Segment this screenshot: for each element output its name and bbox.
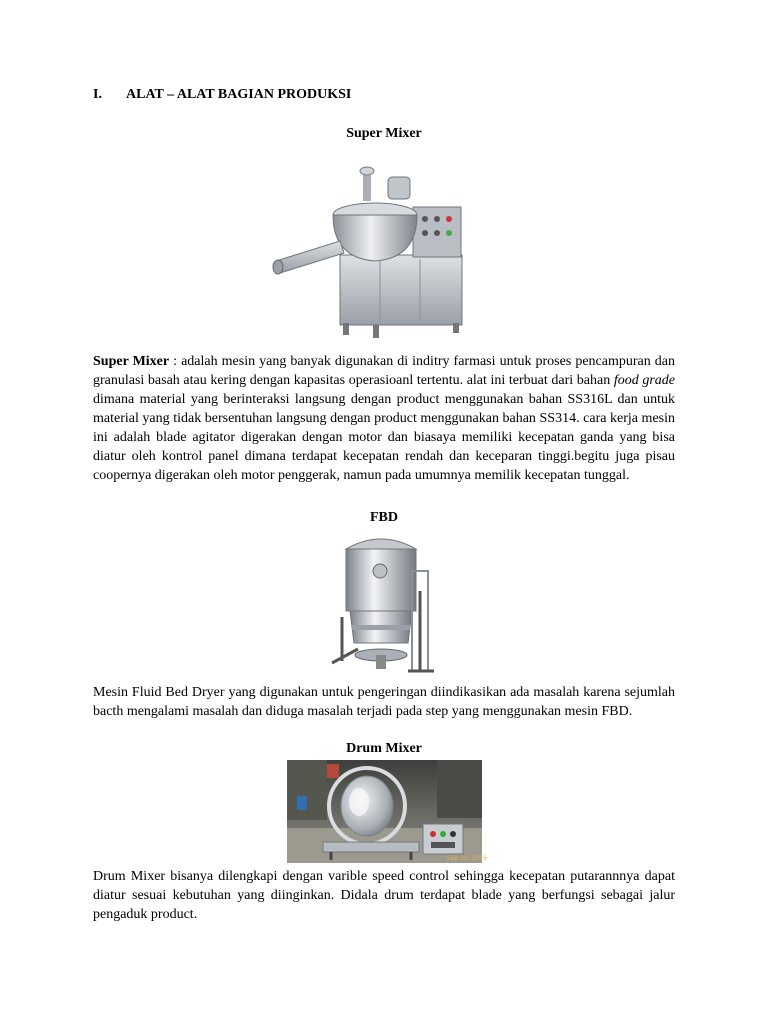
food-grade-term: food grade (613, 373, 675, 388)
super-mixer-term: Super Mixer (93, 354, 170, 369)
drum-mixer-image (287, 760, 487, 863)
drum-mixer-title: Drum Mixer (346, 741, 422, 756)
drum-mixer-paragraph: Drum Mixer bisanya dilengkapi dengan varible speed control sehingga kecepatan putarannnya dapat diatur sesuai kebutuhan yang diinginkan. Didala drum terdapat blade yang berfungsi sebagai jalur pengaduk product. (93, 869, 675, 922)
super-mixer-image (270, 163, 465, 340)
super-mixer-paragraph (93, 352, 675, 485)
paragraph-text-2: dimana material yang berinteraksi langsung dengan product menggunakan bahan SS316L dan untuk material yang tidak bersentuhan langsung dengan product menggunakan bahan SS314. cara kerja mesin ini adalah blade agitator digerakan dengan motor dan biasaya memiliki kecepatan ganda yang bisa diatur oleh kontrol panel dimana terdapat kecepatan rendah dan keceparan tinggi.begitu juga pisau coopernya digerakan oleh motor penggerak, namun pada umumnya memilik kecepatan tunggal. (93, 392, 675, 483)
heading-number: I. (93, 87, 102, 102)
section-heading (93, 87, 351, 103)
super-mixer-title: Super Mixer (346, 126, 422, 141)
fbd-paragraph: Mesin Fluid Bed Dryer yang digunakan untuk pengeringan diindikasikan ada masalah karena sejumlah bacth mengalami masalah dan diduga masalah terjadi pada step yang menggunakan mesin FBD. (93, 685, 675, 719)
fbd-image (328, 531, 438, 677)
photo-date-stamp: Sep 22, 2016 (447, 855, 487, 862)
fbd-title: FBD (370, 510, 398, 525)
paragraph-text-1: : adalah mesin yang banyak digunakan di inditry farmasi untuk proses pencampuran dan granulasi basah atau kering dengan kapasitas operasioanl tertentu. alat ini terbuat dari bahan (93, 354, 675, 388)
heading-text: ALAT – ALAT BAGIAN PRODUKSI (126, 87, 352, 102)
